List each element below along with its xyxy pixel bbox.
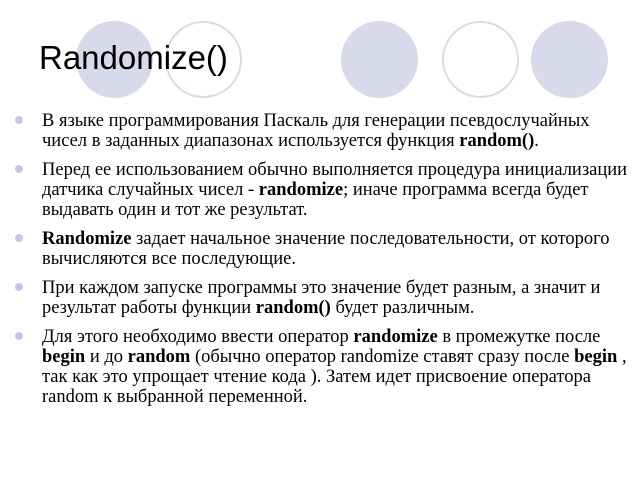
bullet-item: Для этого необходимо ввести оператор randomize в промежутке после begin и до random (обычно оператор randomize ставят сразу после begin , так как это упрощает чтение кода ). Затем идет присвоение оператора random к выбранной переменной. — [0, 327, 640, 407]
bullet-item: В языке программирования Паскаль для генерации псевдослучайных чисел в заданных диапазонах используется функция random(). — [0, 111, 640, 151]
decorative-circle-filled — [341, 21, 418, 98]
bullet-item: Перед ее использованием обычно выполняется процедура инициализации датчика случайных чисел - randomize; иначе программа всегда будет выдавать один и тот же результат. — [0, 160, 640, 220]
decorative-circle-filled — [531, 21, 608, 98]
decorative-circle-outline — [442, 21, 519, 98]
slide-title: Randomize() — [39, 39, 228, 76]
bullet-dot-icon — [15, 283, 23, 291]
bullet-dot-icon — [15, 332, 23, 340]
bullet-item: При каждом запуске программы это значение будет разным, а значит и результат работы функции random() будет различным. — [0, 278, 640, 318]
bullet-item: Randomize задает начальное значение последовательности, от которого вычисляются все последующие. — [0, 229, 640, 269]
bullet-list — [0, 111, 640, 416]
bullet-dot-icon — [15, 165, 23, 173]
bullet-dot-icon — [15, 116, 23, 124]
bullet-dot-icon — [15, 234, 23, 242]
